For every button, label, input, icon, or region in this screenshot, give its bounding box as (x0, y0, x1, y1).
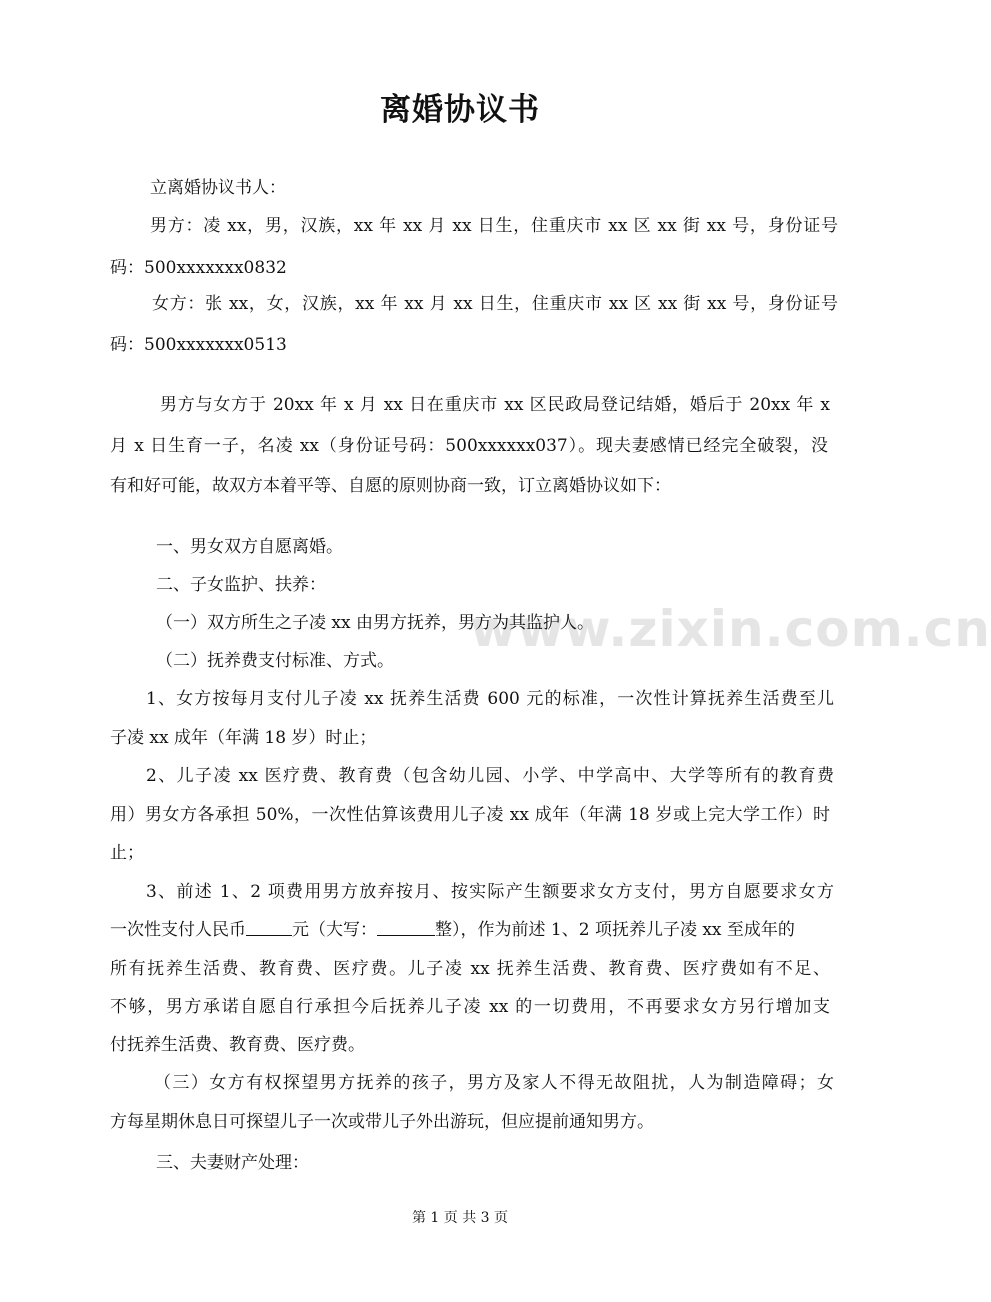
preamble-line1: 男方与女方于 20xx 年 x 月 xx 日在重庆市 xx 区民政局登记结婚，婚后于 20xx 年 x (160, 395, 830, 415)
document-title: 离婚协议书 (380, 92, 540, 128)
wife-info-line1: 女方：张 xx，女，汉族，xx 年 xx 月 xx 日生，住重庆市 xx 区 xx 街 xx 号，身份证号 (152, 294, 838, 314)
preamble-line2: 月 x 日生育一子，名凌 xx（身份证号码：500xxxxxx037）。现夫妻感情已经完全破裂，没 (110, 436, 828, 456)
payment-text-3: 整），作为前述 1、2 项抚养儿子凌 xx 至成年的 (435, 920, 795, 940)
clause-2-2-item1-line2: 子凌 xx 成年（年满 18 岁）时止； (110, 728, 377, 748)
clause-1: 一、男女双方自愿离婚。 (156, 537, 343, 557)
clause-2-2-item3-line3: 所有抚养生活费、教育费、医疗费。儿子凌 xx 抚养生活费、教育费、医疗费如有不足、 (110, 959, 830, 979)
payment-text-1: 一次性支付人民币 (110, 920, 246, 940)
amount-in-words-blank (377, 918, 435, 936)
payment-text-2: 元（大写： (292, 920, 377, 940)
clause-2-2-item2-line1: 2、儿子凌 xx 医疗费、教育费（包含幼儿园、小学、中学高中、大学等所有的教育费 (146, 766, 834, 786)
clause-2-2-item2-line3: 止； (110, 843, 144, 863)
clause-2-heading: 二、子女监护、扶养： (156, 575, 326, 595)
page-footer: 第 1 页 共 3 页 (411, 1210, 509, 1226)
clause-2-2-heading: （二）抚养费支付标准、方式。 (156, 651, 394, 671)
clause-2-2-item3-line2 (110, 918, 832, 942)
clause-2-1: （一）双方所生之子凌 xx 由男方抚养，男方为其监护人。 (156, 613, 594, 633)
clause-2-3-line2: 方每星期休息日可探望儿子一次或带儿子外出游玩，但应提前通知男方。 (110, 1112, 654, 1132)
clause-2-2-item3-line1: 3、前述 1、2 项费用男方放弃按月、按实际产生额要求女方支付，男方自愿要求女方 (146, 882, 834, 902)
husband-info-line2: 码：500xxxxxxx0832 (110, 258, 287, 278)
clause-2-3-line1: （三）女方有权探望男方抚养的孩子，男方及家人不得无故阻扰，人为制造障碍；女 (154, 1073, 834, 1093)
party-heading: 立离婚协议书人： (150, 178, 286, 198)
wife-info-line2: 码：500xxxxxxx0513 (110, 335, 287, 355)
clause-2-2-item3-line5: 付抚养生活费、教育费、医疗费。 (110, 1035, 365, 1055)
clause-3-heading: 三、夫妻财产处理： (156, 1153, 309, 1173)
clause-2-2-item2-line2: 用）男女方各承担 50%，一次性估算该费用儿子凌 xx 成年（年满 18 岁或上完大学工作）时 (110, 805, 830, 825)
watermark: www.zixin.com.cn (470, 600, 991, 658)
husband-info-line1: 男方：凌 xx，男，汉族，xx 年 xx 月 xx 日生，住重庆市 xx 区 xx 街 xx 号，身份证号 (150, 216, 838, 236)
clause-2-2-item3-line4: 不够，男方承诺自愿自行承担今后抚养儿子凌 xx 的一切费用，不再要求女方另行增加支 (110, 997, 830, 1017)
preamble-line3: 有和好可能，故双方本着平等、自愿的原则协商一致，订立离婚协议如下： (110, 476, 671, 496)
amount-blank (246, 918, 292, 936)
clause-2-2-item1-line1: 1、女方按每月支付儿子凌 xx 抚养生活费 600 元的标准，一次性计算抚养生活费至儿 (146, 689, 834, 709)
